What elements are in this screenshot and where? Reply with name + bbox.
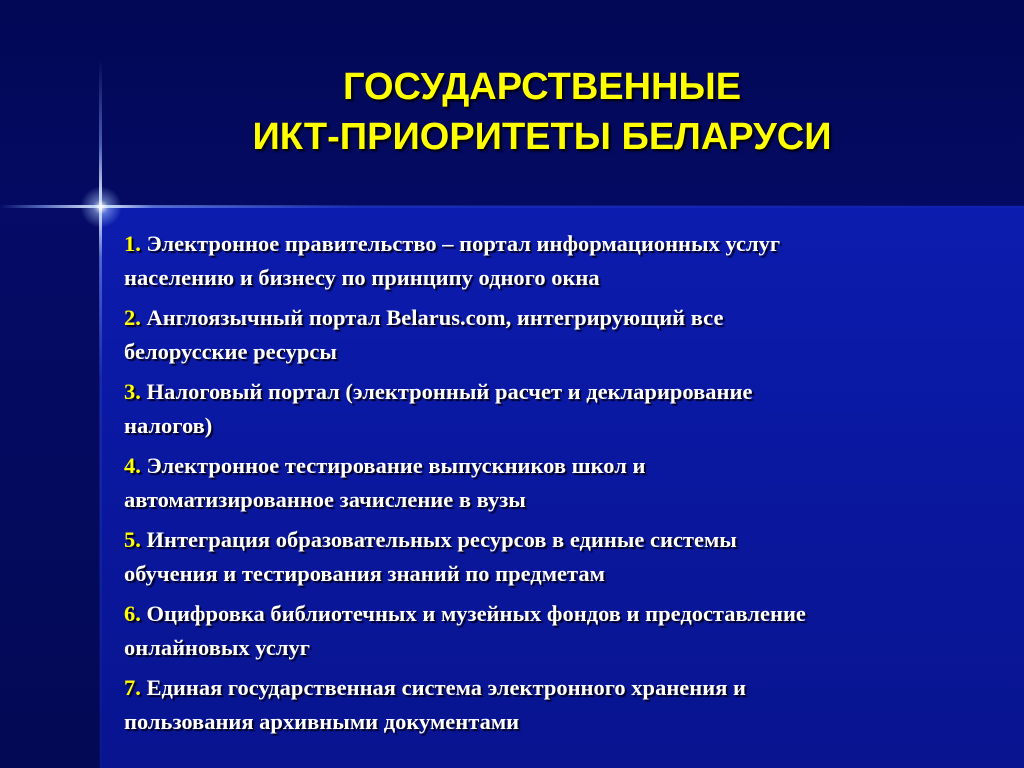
list-item — [124, 671, 1004, 739]
item-text-line-2: населению и бизнесу по принципу одного окна — [124, 265, 600, 290]
list-item — [124, 301, 1004, 369]
list-item — [124, 375, 1004, 443]
item-number: 1. — [124, 231, 141, 256]
item-number: 3. — [124, 379, 141, 404]
list-item — [124, 227, 1004, 295]
item-number: 7. — [124, 675, 141, 700]
slide-title — [0, 62, 1024, 162]
slide-title-line-1: ГОСУДАРСТВЕННЫЕ — [342, 66, 742, 108]
item-number: 5. — [124, 527, 141, 552]
item-text-line-1: Электронное тестирование выпускников школ и — [146, 453, 646, 478]
item-text-line-1: Единая государственная система электронного хранения и — [146, 675, 746, 700]
list-item — [124, 597, 1004, 665]
item-number: 2. — [124, 305, 141, 330]
left-margin-background — [0, 206, 100, 768]
list-item — [124, 523, 1004, 591]
priority-list — [124, 227, 1004, 745]
item-text-line-1: Налоговый портал (электронный расчет и декларирование — [146, 379, 753, 404]
item-text-line-2: белорусские ресурсы — [124, 339, 337, 364]
item-number: 6. — [124, 601, 141, 626]
item-text-line-2: онлайновых услуг — [124, 635, 310, 660]
item-text-line-2: обучения и тестирования знаний по предметам — [124, 561, 605, 586]
item-text-line-1: Оцифровка библиотечных и музейных фондов и предоставление — [146, 601, 806, 626]
vertical-light-flare — [99, 60, 102, 768]
item-text-line-2: пользования архивными документами — [124, 709, 520, 734]
item-number: 4. — [124, 453, 141, 478]
item-text-line-2: налогов) — [124, 413, 213, 438]
item-text-line-2: автоматизированное зачисление в вузы — [124, 487, 526, 512]
item-text-line-1: Англоязычный портал Belarus.com, интегрирующий все — [146, 305, 724, 330]
item-text-line-1: Электронное правительство – портал информационных услуг — [146, 231, 781, 256]
slide-title-line-2: ИКТ-ПРИОРИТЕТЫ БЕЛАРУСИ — [252, 116, 832, 158]
list-item — [124, 449, 1004, 517]
horizontal-light-flare — [0, 205, 1024, 208]
item-text-line-1: Интеграция образовательных ресурсов в единые системы — [146, 527, 737, 552]
star-flare-icon — [80, 186, 122, 228]
